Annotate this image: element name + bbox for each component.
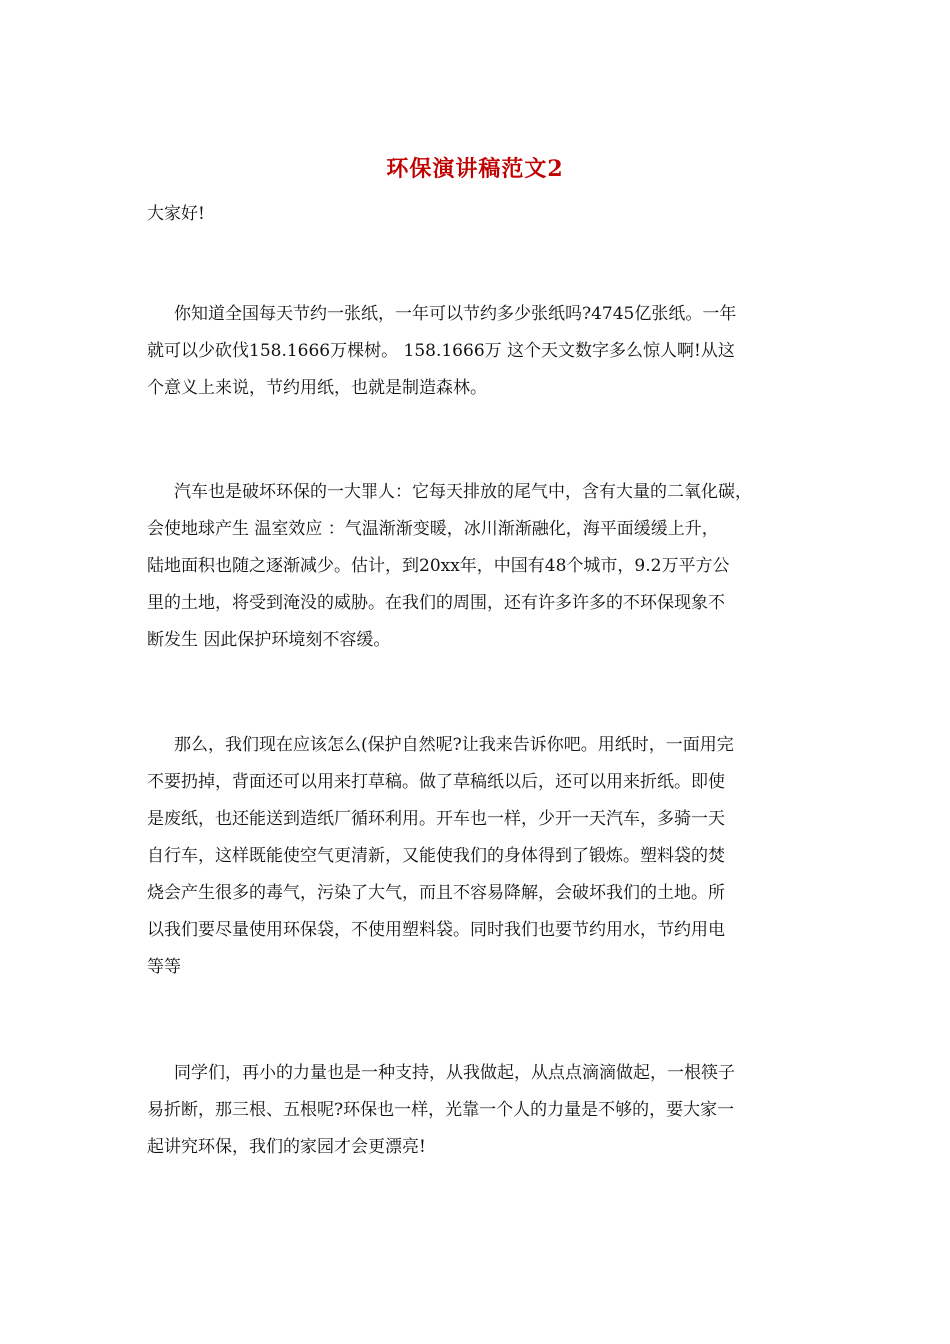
paragraph-paper-saving: [147, 296, 807, 407]
paragraph-line: 断发生 因此保护环境刻不容缓。: [147, 630, 391, 650]
paragraph-line: 是废纸，也还能送到造纸厂循环利用。开车也一样，少开一天汽车，多骑一天: [147, 809, 725, 829]
paragraph-line: 会使地球产生 温室效应 ：气温渐渐变暖，冰川渐渐融化，海平面缓缓上升，: [147, 519, 719, 539]
paragraph-line: 里的土地，将受到淹没的威胁。在我们的周围，还有许多许多的不环保现象不: [147, 593, 725, 613]
paragraph-line: 自行车，这样既能使空气更清新，又能使我们的身体得到了锻炼。塑料袋的焚: [147, 846, 725, 866]
paragraph-line: 易折断，那三根、五根呢?环保也一样，光靠一个人的力量是不够的，要大家一: [147, 1100, 735, 1120]
paragraph-line: 等等: [147, 957, 181, 977]
paragraph-car-pollution: [147, 474, 807, 659]
document-title: 环保演讲稿范文2: [386, 156, 564, 182]
paragraph-how-to-protect: [147, 727, 807, 986]
paragraph-line: 以我们要尽量使用环保袋，不使用塑料袋。同时我们也要节约用水，节约用电: [147, 920, 725, 940]
paragraph-line: 陆地面积也随之逐渐减少。估计，到20xx年，中国有48个城市，9.2万平方公: [147, 556, 730, 576]
paragraph-line: 就可以少砍伐158.1666万棵树。 158.1666万 这个天文数字多么惊人啊!从这: [147, 341, 735, 361]
paragraph-line: 你知道全国每天节约一张纸，一年可以节约多少张纸吗?4745亿张纸。一年: [174, 304, 737, 324]
paragraph-line: 个意义上来说，节约用纸，也就是制造森林。: [147, 378, 487, 398]
paragraph-line: 同学们，再小的力量也是一种支持，从我做起，从点点滴滴做起，一根筷子: [174, 1063, 735, 1083]
paragraph-line: 那么，我们现在应该怎么(保护自然呢?让我来告诉你吧。用纸时，一面用完: [174, 735, 734, 755]
paragraph-call-to-action: [147, 1055, 807, 1166]
greeting-text: 大家好!: [147, 204, 205, 224]
paragraph-line: 起讲究环保，我们的家园才会更漂亮!: [147, 1137, 426, 1157]
paragraph-line: 汽车也是破坏环保的一大罪人：它每天排放的尾气中，含有大量的二氧化碳，: [174, 482, 752, 502]
paragraph-line: 不要扔掉，背面还可以用来打草稿。做了草稿纸以后，还可以用来折纸。即使: [147, 772, 725, 792]
paragraph-line: 烧会产生很多的毒气，污染了大气，而且不容易降解，会破坏我们的土地。所: [147, 883, 725, 903]
